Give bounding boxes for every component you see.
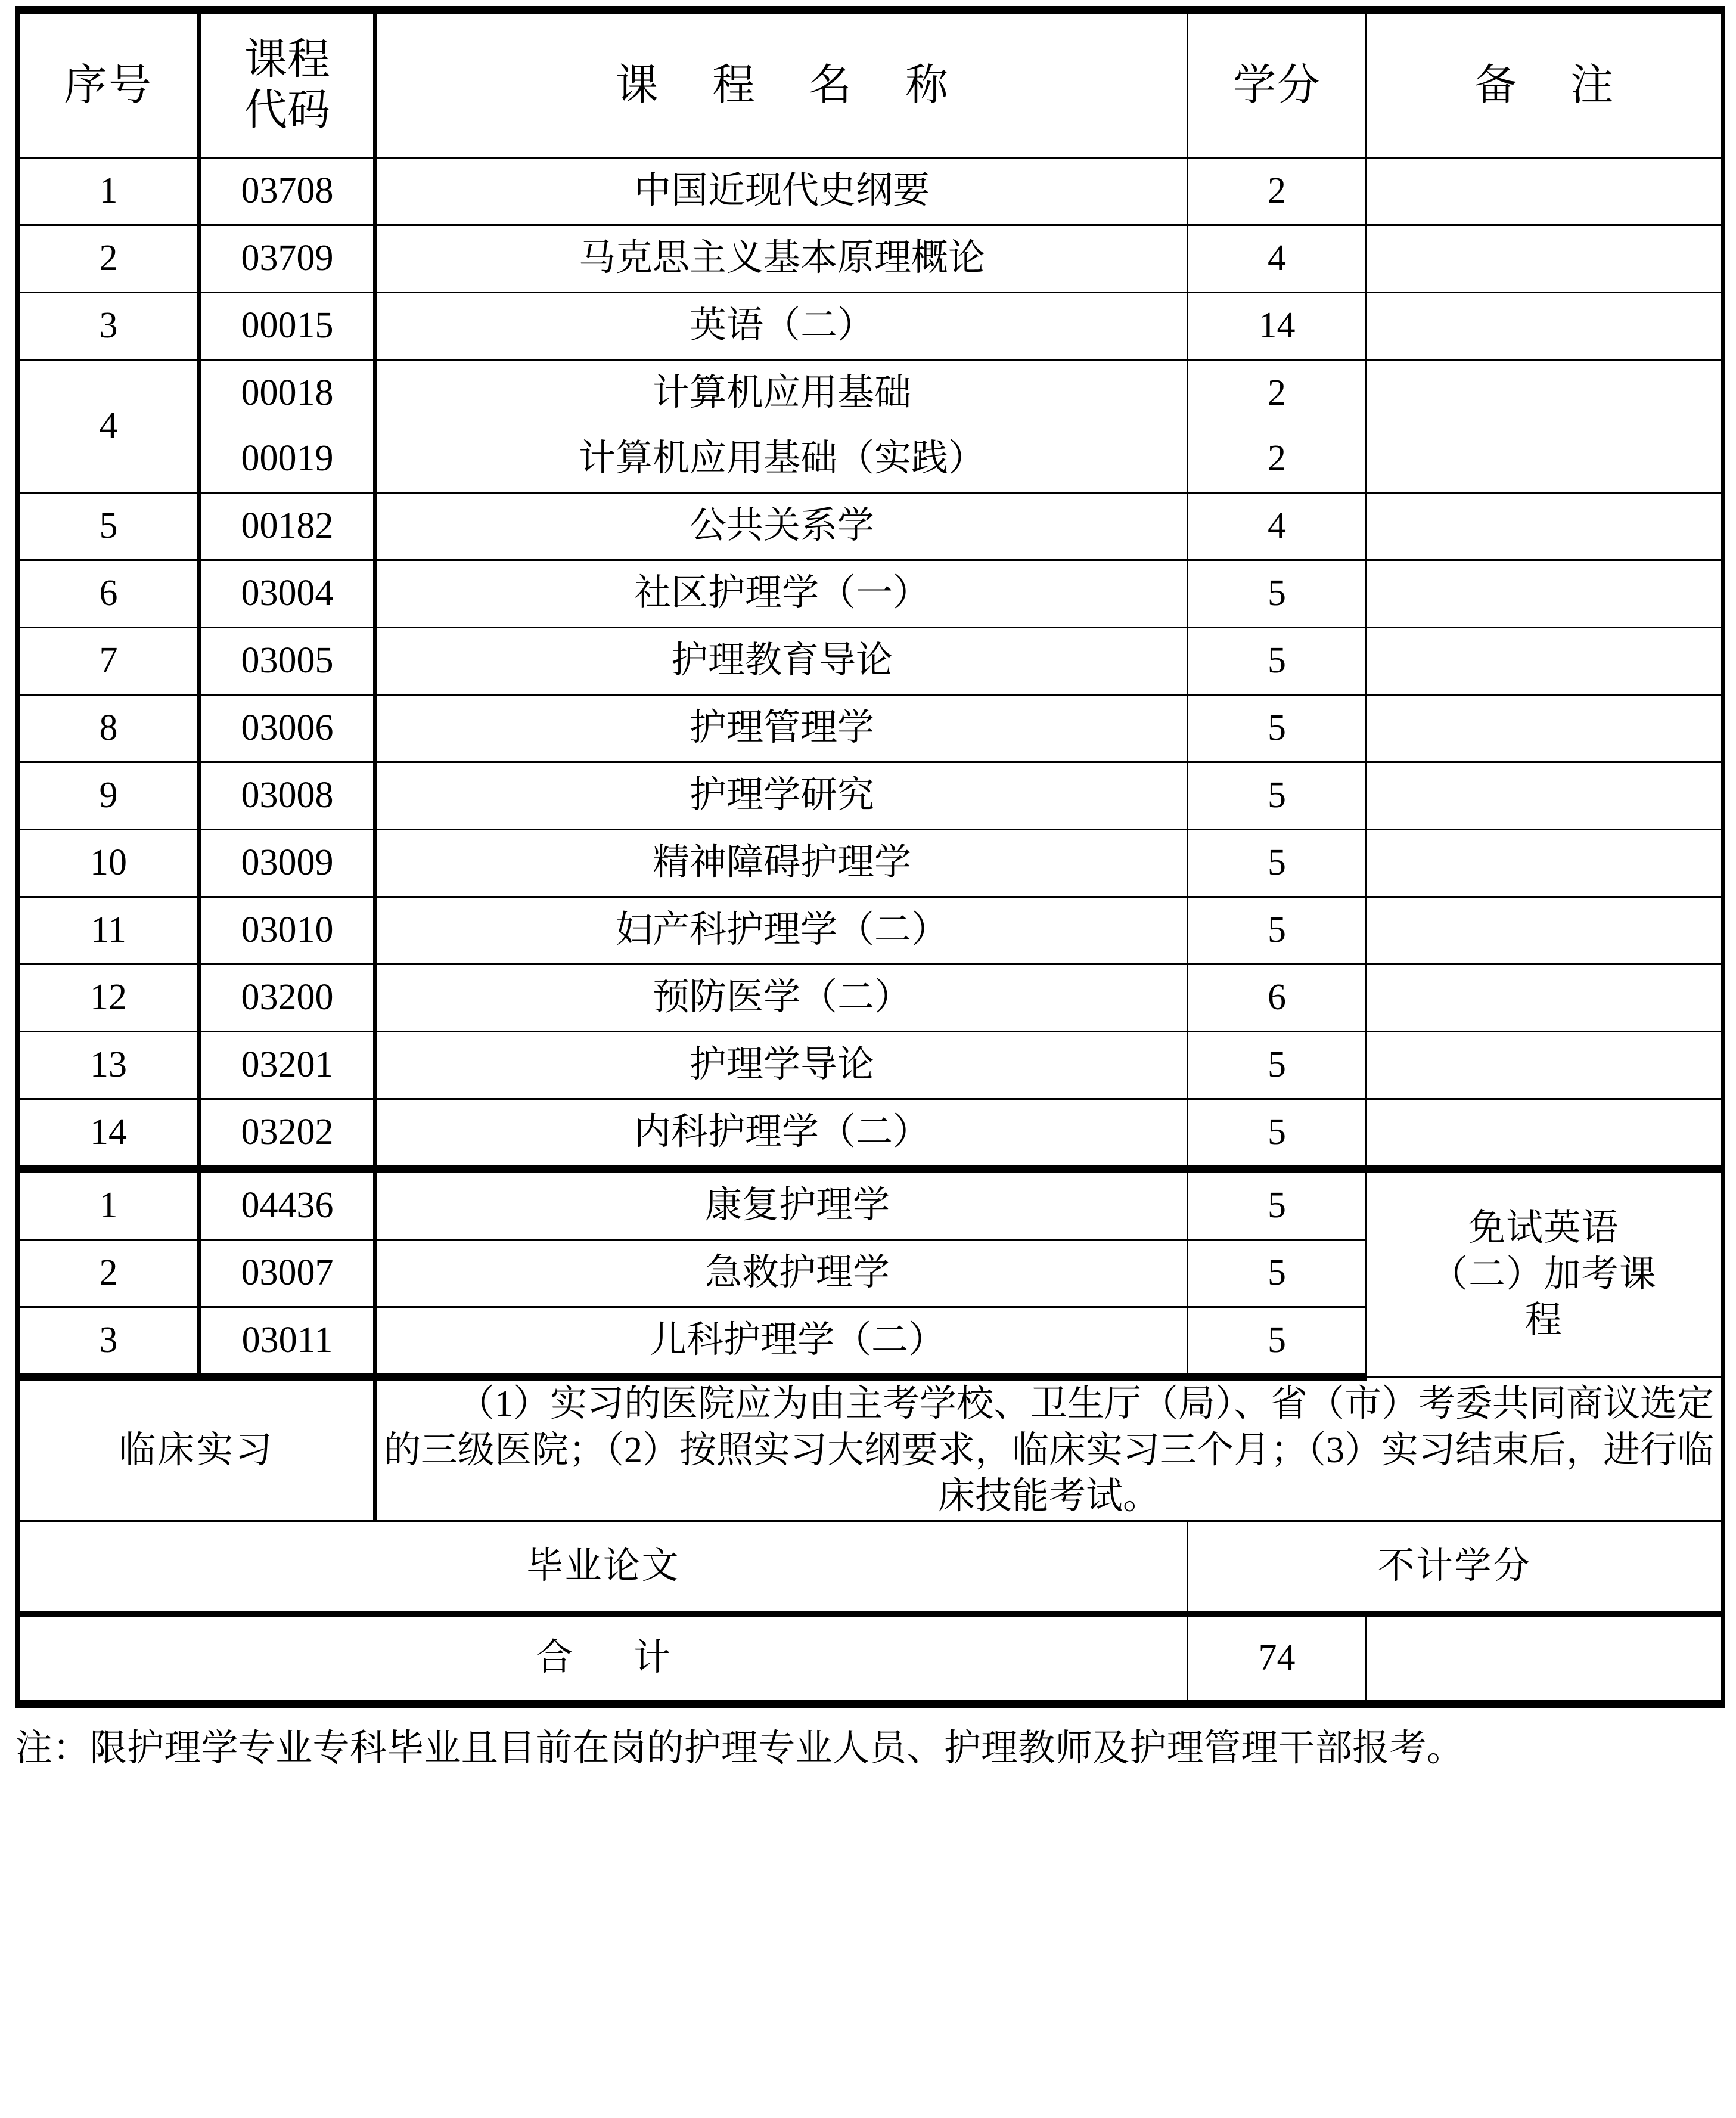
- table-row: [18, 965, 1723, 1032]
- cell-serial: 10: [18, 830, 200, 897]
- cell-remark: [1367, 695, 1723, 762]
- cell-course-name: 护理学导论: [375, 1032, 1188, 1099]
- table-body-extra-exam: [18, 1170, 1723, 1378]
- cell-course-name: 护理教育导论: [375, 628, 1188, 695]
- table-header-row: [18, 10, 1723, 158]
- cell-credit: 2: [1188, 360, 1367, 427]
- column-header-course-code-line2: 代码: [244, 86, 330, 134]
- cell-course-code: 00019: [200, 426, 375, 493]
- cell-course-code: 03201: [200, 1032, 375, 1099]
- cell-remark: [1367, 762, 1723, 830]
- table-row: [18, 1099, 1723, 1170]
- cell-course-code: 00182: [200, 493, 375, 560]
- cell-course-code: 03202: [200, 1099, 375, 1170]
- total-label: 合 计: [18, 1614, 1188, 1704]
- cell-course-name: 社区护理学（一）: [375, 560, 1188, 628]
- cell-course-code: 03007: [200, 1240, 375, 1307]
- column-header-course-name: 课 程 名 称: [375, 10, 1188, 158]
- cell-serial: 1: [18, 158, 200, 225]
- column-header-credit: 学分: [1188, 10, 1367, 158]
- cell-course-code: 03009: [200, 830, 375, 897]
- cell-course-code: 03008: [200, 762, 375, 830]
- cell-credit: 5: [1188, 560, 1367, 628]
- table-header: [18, 10, 1723, 158]
- table-body-main: [18, 158, 1723, 1170]
- cell-course-code: 00018: [200, 360, 375, 427]
- table-row: [18, 762, 1723, 830]
- cell-credit: 5: [1188, 695, 1367, 762]
- cell-serial: 7: [18, 628, 200, 695]
- table-row: [18, 628, 1723, 695]
- cell-serial: 14: [18, 1099, 200, 1170]
- clinical-practice-row: [18, 1378, 1723, 1521]
- cell-credit: 14: [1188, 293, 1367, 360]
- column-header-serial: 序号: [18, 10, 200, 158]
- table-row: [18, 225, 1723, 293]
- remark-line-2: （二）加考课: [1430, 1254, 1657, 1295]
- cell-serial: 13: [18, 1032, 200, 1099]
- cell-serial: 3: [18, 1307, 200, 1378]
- table-row: [18, 293, 1723, 360]
- cell-remark: [1367, 225, 1723, 293]
- cell-remark: [1367, 1032, 1723, 1099]
- cell-remark: [1367, 158, 1723, 225]
- thesis-label: 毕业论文: [18, 1521, 1188, 1614]
- cell-credit: 5: [1188, 1099, 1367, 1170]
- cell-course-code: 00015: [200, 293, 375, 360]
- cell-credit: 5: [1188, 1307, 1367, 1378]
- column-header-course-code-line1: 课程: [244, 36, 330, 84]
- cell-remark: [1367, 493, 1723, 560]
- total-value: 74: [1188, 1614, 1367, 1704]
- footnote-text: 注：限护理学专业专科毕业且目前在岗的护理专业人员、护理教师及护理管理干部报考。: [15, 1728, 1464, 1769]
- cell-course-code: 04436: [200, 1170, 375, 1240]
- cell-course-name: 中国近现代史纲要: [375, 158, 1188, 225]
- cell-credit: 2: [1188, 158, 1367, 225]
- cell-serial: 12: [18, 965, 200, 1032]
- cell-course-name: 护理学研究: [375, 762, 1188, 830]
- remark-line-3: 程: [1524, 1300, 1563, 1341]
- cell-course-code: 03200: [200, 965, 375, 1032]
- cell-remark-extra-exam: [1367, 1170, 1723, 1378]
- cell-serial: 6: [18, 560, 200, 628]
- cell-credit: 2: [1188, 426, 1367, 493]
- cell-course-code: 03709: [200, 225, 375, 293]
- cell-course-name: 计算机应用基础（实践）: [375, 426, 1188, 493]
- cell-credit: 4: [1188, 493, 1367, 560]
- cell-serial: 11: [18, 897, 200, 965]
- table-row: [18, 830, 1723, 897]
- total-row: [18, 1614, 1723, 1704]
- table-row: [18, 360, 1723, 427]
- cell-credit: 5: [1188, 830, 1367, 897]
- cell-course-name: 妇产科护理学（二）: [375, 897, 1188, 965]
- table-row: [18, 158, 1723, 225]
- cell-course-code: 03010: [200, 897, 375, 965]
- cell-remark: [1367, 560, 1723, 628]
- column-header-course-code: [200, 10, 375, 158]
- cell-serial: 3: [18, 293, 200, 360]
- cell-course-name: 急救护理学: [375, 1240, 1188, 1307]
- cell-course-code: 03708: [200, 158, 375, 225]
- cell-course-name: 护理管理学: [375, 695, 1188, 762]
- column-header-remark: 备 注: [1367, 10, 1723, 158]
- table-row: [18, 1032, 1723, 1099]
- cell-course-code: 03005: [200, 628, 375, 695]
- cell-remark: [1367, 830, 1723, 897]
- cell-serial: 5: [18, 493, 200, 560]
- cell-credit: 5: [1188, 628, 1367, 695]
- cell-course-code: 03011: [200, 1307, 375, 1378]
- thesis-value: 不计学分: [1188, 1521, 1723, 1614]
- table-row: [18, 493, 1723, 560]
- clinical-practice-label: 临床实习: [18, 1378, 375, 1521]
- cell-course-name: 精神障碍护理学: [375, 830, 1188, 897]
- cell-credit: 5: [1188, 762, 1367, 830]
- remark-line-1: 免试英语: [1468, 1208, 1619, 1249]
- course-plan-table: [15, 6, 1725, 1708]
- cell-course-name: 英语（二）: [375, 293, 1188, 360]
- cell-serial: 8: [18, 695, 200, 762]
- table-row: [18, 1170, 1723, 1240]
- cell-remark: [1367, 628, 1723, 695]
- cell-course-name: 内科护理学（二）: [375, 1099, 1188, 1170]
- cell-serial: 2: [18, 1240, 200, 1307]
- cell-credit: 5: [1188, 1240, 1367, 1307]
- cell-course-code: 03006: [200, 695, 375, 762]
- cell-course-name: 计算机应用基础: [375, 360, 1188, 427]
- table-row: [18, 695, 1723, 762]
- cell-course-name: 公共关系学: [375, 493, 1188, 560]
- cell-serial: 1: [18, 1170, 200, 1240]
- cell-course-name: 马克思主义基本原理概论: [375, 225, 1188, 293]
- cell-serial: 9: [18, 762, 200, 830]
- table-row: [18, 897, 1723, 965]
- cell-remark: [1367, 1099, 1723, 1170]
- cell-credit: 6: [1188, 965, 1367, 1032]
- cell-remark: [1367, 293, 1723, 360]
- table-body-footer-blocks: [18, 1378, 1723, 1704]
- table-row: [18, 560, 1723, 628]
- clinical-practice-text: （1）实习的医院应为由主考学校、卫生厅（局）、省（市）考委共同商议选定的三级医院；（2）按照实习大纲要求，临床实习三个月；（3）实习结束后，进行临床技能考试。: [375, 1378, 1723, 1521]
- cell-remark: [1367, 897, 1723, 965]
- total-remark: [1367, 1614, 1723, 1704]
- cell-credit: 4: [1188, 225, 1367, 293]
- cell-remark: [1367, 360, 1723, 493]
- cell-credit: 5: [1188, 1032, 1367, 1099]
- thesis-row: [18, 1521, 1723, 1614]
- cell-credit: 5: [1188, 897, 1367, 965]
- cell-credit: 5: [1188, 1170, 1367, 1240]
- cell-course-name: 儿科护理学（二）: [375, 1307, 1188, 1378]
- cell-course-code: 03004: [200, 560, 375, 628]
- cell-serial: 2: [18, 225, 200, 293]
- cell-course-name: 康复护理学: [375, 1170, 1188, 1240]
- cell-course-name: 预防医学（二）: [375, 965, 1188, 1032]
- cell-remark: [1367, 965, 1723, 1032]
- cell-serial: 4: [18, 360, 200, 493]
